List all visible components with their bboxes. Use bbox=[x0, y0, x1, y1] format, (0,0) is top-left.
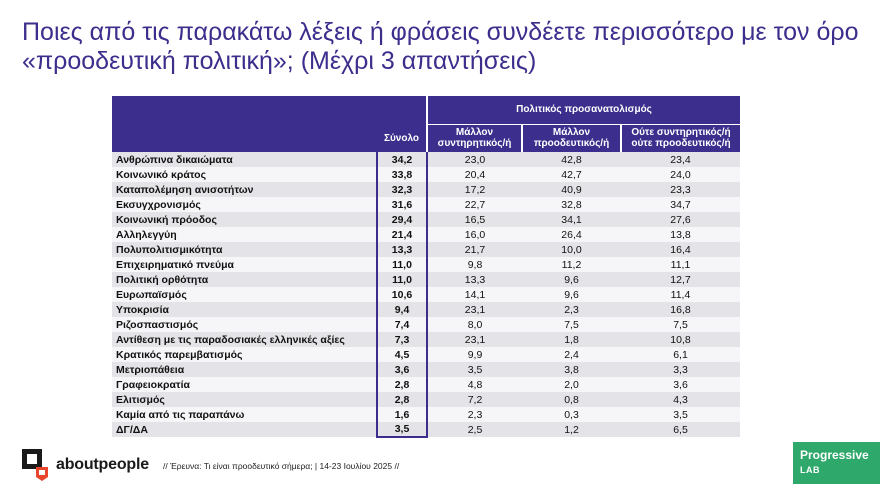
cell-progressive: 10,0 bbox=[522, 242, 621, 257]
table-row bbox=[112, 257, 740, 272]
cell-neither: 3,3 bbox=[621, 362, 740, 377]
cell-conservative: 2,5 bbox=[427, 422, 522, 437]
row-label: Κοινωνικό κράτος bbox=[112, 167, 377, 182]
cell-conservative: 21,7 bbox=[427, 242, 522, 257]
cell-neither: 12,7 bbox=[621, 272, 740, 287]
cell-neither: 4,3 bbox=[621, 392, 740, 407]
cell-progressive: 3,8 bbox=[522, 362, 621, 377]
row-label: Κοινωνική πρόοδος bbox=[112, 212, 377, 227]
cell-neither: 3,5 bbox=[621, 407, 740, 422]
cell-neither: 11,4 bbox=[621, 287, 740, 302]
cell-neither: 6,1 bbox=[621, 347, 740, 362]
cell-total: 2,8 bbox=[377, 392, 427, 407]
cell-total: 13,3 bbox=[377, 242, 427, 257]
table-row bbox=[112, 287, 740, 302]
table-row bbox=[112, 272, 740, 287]
cell-neither: 6,5 bbox=[621, 422, 740, 437]
cell-neither: 16,4 bbox=[621, 242, 740, 257]
cell-progressive: 42,8 bbox=[522, 152, 621, 167]
col-header-neither: Ούτε συντηρητικός/ή ούτε προοδευτικός/ή bbox=[621, 124, 740, 152]
table-row bbox=[112, 347, 740, 362]
table-row bbox=[112, 182, 740, 197]
cell-progressive: 1,2 bbox=[522, 422, 621, 437]
cell-total: 3,5 bbox=[377, 422, 427, 437]
row-label: Μετριοπάθεια bbox=[112, 362, 377, 377]
table-row bbox=[112, 377, 740, 392]
col-header-conservative: Μάλλον συντηρητικός/ή bbox=[427, 124, 522, 152]
cell-total: 21,4 bbox=[377, 227, 427, 242]
cell-progressive: 9,6 bbox=[522, 287, 621, 302]
cell-conservative: 7,2 bbox=[427, 392, 522, 407]
cell-conservative: 9,8 bbox=[427, 257, 522, 272]
cell-conservative: 4,8 bbox=[427, 377, 522, 392]
cell-conservative: 20,4 bbox=[427, 167, 522, 182]
page-title: Ποιες από τις παρακάτω λέξεις ή φράσεις συνδέετε περισσότερο με τον όρο «προοδευτική πολιτική»; (Μέχρι 3 απαντήσεις) bbox=[22, 18, 859, 75]
table-row bbox=[112, 392, 740, 407]
group-header-political-orientation: Πολιτικός προσανατολισμός bbox=[427, 96, 740, 124]
cell-neither: 23,3 bbox=[621, 182, 740, 197]
cell-total: 10,6 bbox=[377, 287, 427, 302]
cell-total: 9,4 bbox=[377, 302, 427, 317]
header-blank-total bbox=[377, 96, 427, 124]
table-row bbox=[112, 332, 740, 347]
cell-conservative: 14,1 bbox=[427, 287, 522, 302]
cell-neither: 3,6 bbox=[621, 377, 740, 392]
row-label: Εκσυγχρονισμός bbox=[112, 197, 377, 212]
results-table bbox=[112, 96, 740, 438]
cell-progressive: 34,1 bbox=[522, 212, 621, 227]
cell-total: 2,8 bbox=[377, 377, 427, 392]
cell-neither: 13,8 bbox=[621, 227, 740, 242]
cell-progressive: 9,6 bbox=[522, 272, 621, 287]
cell-total: 11,0 bbox=[377, 257, 427, 272]
cell-total: 7,4 bbox=[377, 317, 427, 332]
cell-total: 11,0 bbox=[377, 272, 427, 287]
progressive-lab-logo-text: Progressive bbox=[800, 448, 869, 462]
cell-progressive: 42,7 bbox=[522, 167, 621, 182]
table-row bbox=[112, 227, 740, 242]
cell-conservative: 8,0 bbox=[427, 317, 522, 332]
cell-progressive: 0,8 bbox=[522, 392, 621, 407]
cell-total: 3,6 bbox=[377, 362, 427, 377]
row-label: Ανθρώπινα δικαιώματα bbox=[112, 152, 377, 167]
cell-progressive: 11,2 bbox=[522, 257, 621, 272]
cell-total: 32,3 bbox=[377, 182, 427, 197]
row-label: Ριζοσπαστισμός bbox=[112, 317, 377, 332]
table-row bbox=[112, 407, 740, 422]
survey-footnote: // Έρευνα: Τι είναι προοδευτικό σήμερα; | 14-23 Ιουλίου 2025 // bbox=[163, 461, 400, 471]
row-label: Αλληλεγγύη bbox=[112, 227, 377, 242]
cell-neither: 10,8 bbox=[621, 332, 740, 347]
cell-progressive: 1,8 bbox=[522, 332, 621, 347]
table-row bbox=[112, 362, 740, 377]
cell-total: 34,2 bbox=[377, 152, 427, 167]
progressive-lab-logo bbox=[793, 442, 880, 484]
row-label: Πολυπολιτισμικότητα bbox=[112, 242, 377, 257]
table-row bbox=[112, 167, 740, 182]
row-label: Υποκρισία bbox=[112, 302, 377, 317]
cell-conservative: 17,2 bbox=[427, 182, 522, 197]
results-table-container bbox=[112, 96, 740, 438]
row-label: Γραφειοκρατία bbox=[112, 377, 377, 392]
row-label: Κρατικός παρεμβατισμός bbox=[112, 347, 377, 362]
cell-conservative: 16,0 bbox=[427, 227, 522, 242]
cell-neither: 16,8 bbox=[621, 302, 740, 317]
cell-conservative: 22,7 bbox=[427, 197, 522, 212]
cell-conservative: 9,9 bbox=[427, 347, 522, 362]
cell-progressive: 32,8 bbox=[522, 197, 621, 212]
row-label: Αντίθεση με τις παραδοσιακές ελληνικές αξίες bbox=[112, 332, 377, 347]
cell-conservative: 13,3 bbox=[427, 272, 522, 287]
cell-progressive: 2,3 bbox=[522, 302, 621, 317]
cell-progressive: 2,4 bbox=[522, 347, 621, 362]
cell-neither: 7,5 bbox=[621, 317, 740, 332]
progressive-lab-logo-subtext: LAB bbox=[800, 465, 820, 475]
cell-conservative: 23,1 bbox=[427, 302, 522, 317]
cell-neither: 23,4 bbox=[621, 152, 740, 167]
cell-total: 29,4 bbox=[377, 212, 427, 227]
cell-total: 31,6 bbox=[377, 197, 427, 212]
table-row bbox=[112, 242, 740, 257]
cell-neither: 24,0 bbox=[621, 167, 740, 182]
cell-progressive: 0,3 bbox=[522, 407, 621, 422]
aboutpeople-logo bbox=[22, 447, 152, 483]
row-label: Επιχειρηματικό πνεύμα bbox=[112, 257, 377, 272]
cell-progressive: 7,5 bbox=[522, 317, 621, 332]
table-row bbox=[112, 422, 740, 437]
row-label: Ελιτισμός bbox=[112, 392, 377, 407]
cell-total: 4,5 bbox=[377, 347, 427, 362]
cell-progressive: 2,0 bbox=[522, 377, 621, 392]
cell-neither: 11,1 bbox=[621, 257, 740, 272]
cell-conservative: 2,3 bbox=[427, 407, 522, 422]
table-row bbox=[112, 302, 740, 317]
cell-total: 33,8 bbox=[377, 167, 427, 182]
header-blank bbox=[112, 96, 377, 152]
table-body bbox=[112, 152, 740, 437]
aboutpeople-logo-icon bbox=[22, 449, 50, 481]
row-label: Ευρωπαϊσμός bbox=[112, 287, 377, 302]
cell-neither: 27,6 bbox=[621, 212, 740, 227]
table-row bbox=[112, 317, 740, 332]
cell-progressive: 26,4 bbox=[522, 227, 621, 242]
cell-conservative: 23,0 bbox=[427, 152, 522, 167]
cell-conservative: 23,1 bbox=[427, 332, 522, 347]
aboutpeople-logo-text: aboutpeople bbox=[56, 456, 149, 473]
cell-conservative: 3,5 bbox=[427, 362, 522, 377]
row-label: Καμία από τις παραπάνω bbox=[112, 407, 377, 422]
col-header-total: Σύνολο bbox=[377, 124, 427, 152]
row-label: Καταπολέμηση ανισοτήτων bbox=[112, 182, 377, 197]
row-label: Πολιτική ορθότητα bbox=[112, 272, 377, 287]
cell-neither: 34,7 bbox=[621, 197, 740, 212]
table-row bbox=[112, 212, 740, 227]
cell-total: 1,6 bbox=[377, 407, 427, 422]
table-row bbox=[112, 197, 740, 212]
row-label: ΔΓ/ΔΑ bbox=[112, 422, 377, 437]
cell-progressive: 40,9 bbox=[522, 182, 621, 197]
cell-conservative: 16,5 bbox=[427, 212, 522, 227]
table-row bbox=[112, 152, 740, 167]
col-header-progressive: Μάλλον προοδευτικός/ή bbox=[522, 124, 621, 152]
cell-total: 7,3 bbox=[377, 332, 427, 347]
